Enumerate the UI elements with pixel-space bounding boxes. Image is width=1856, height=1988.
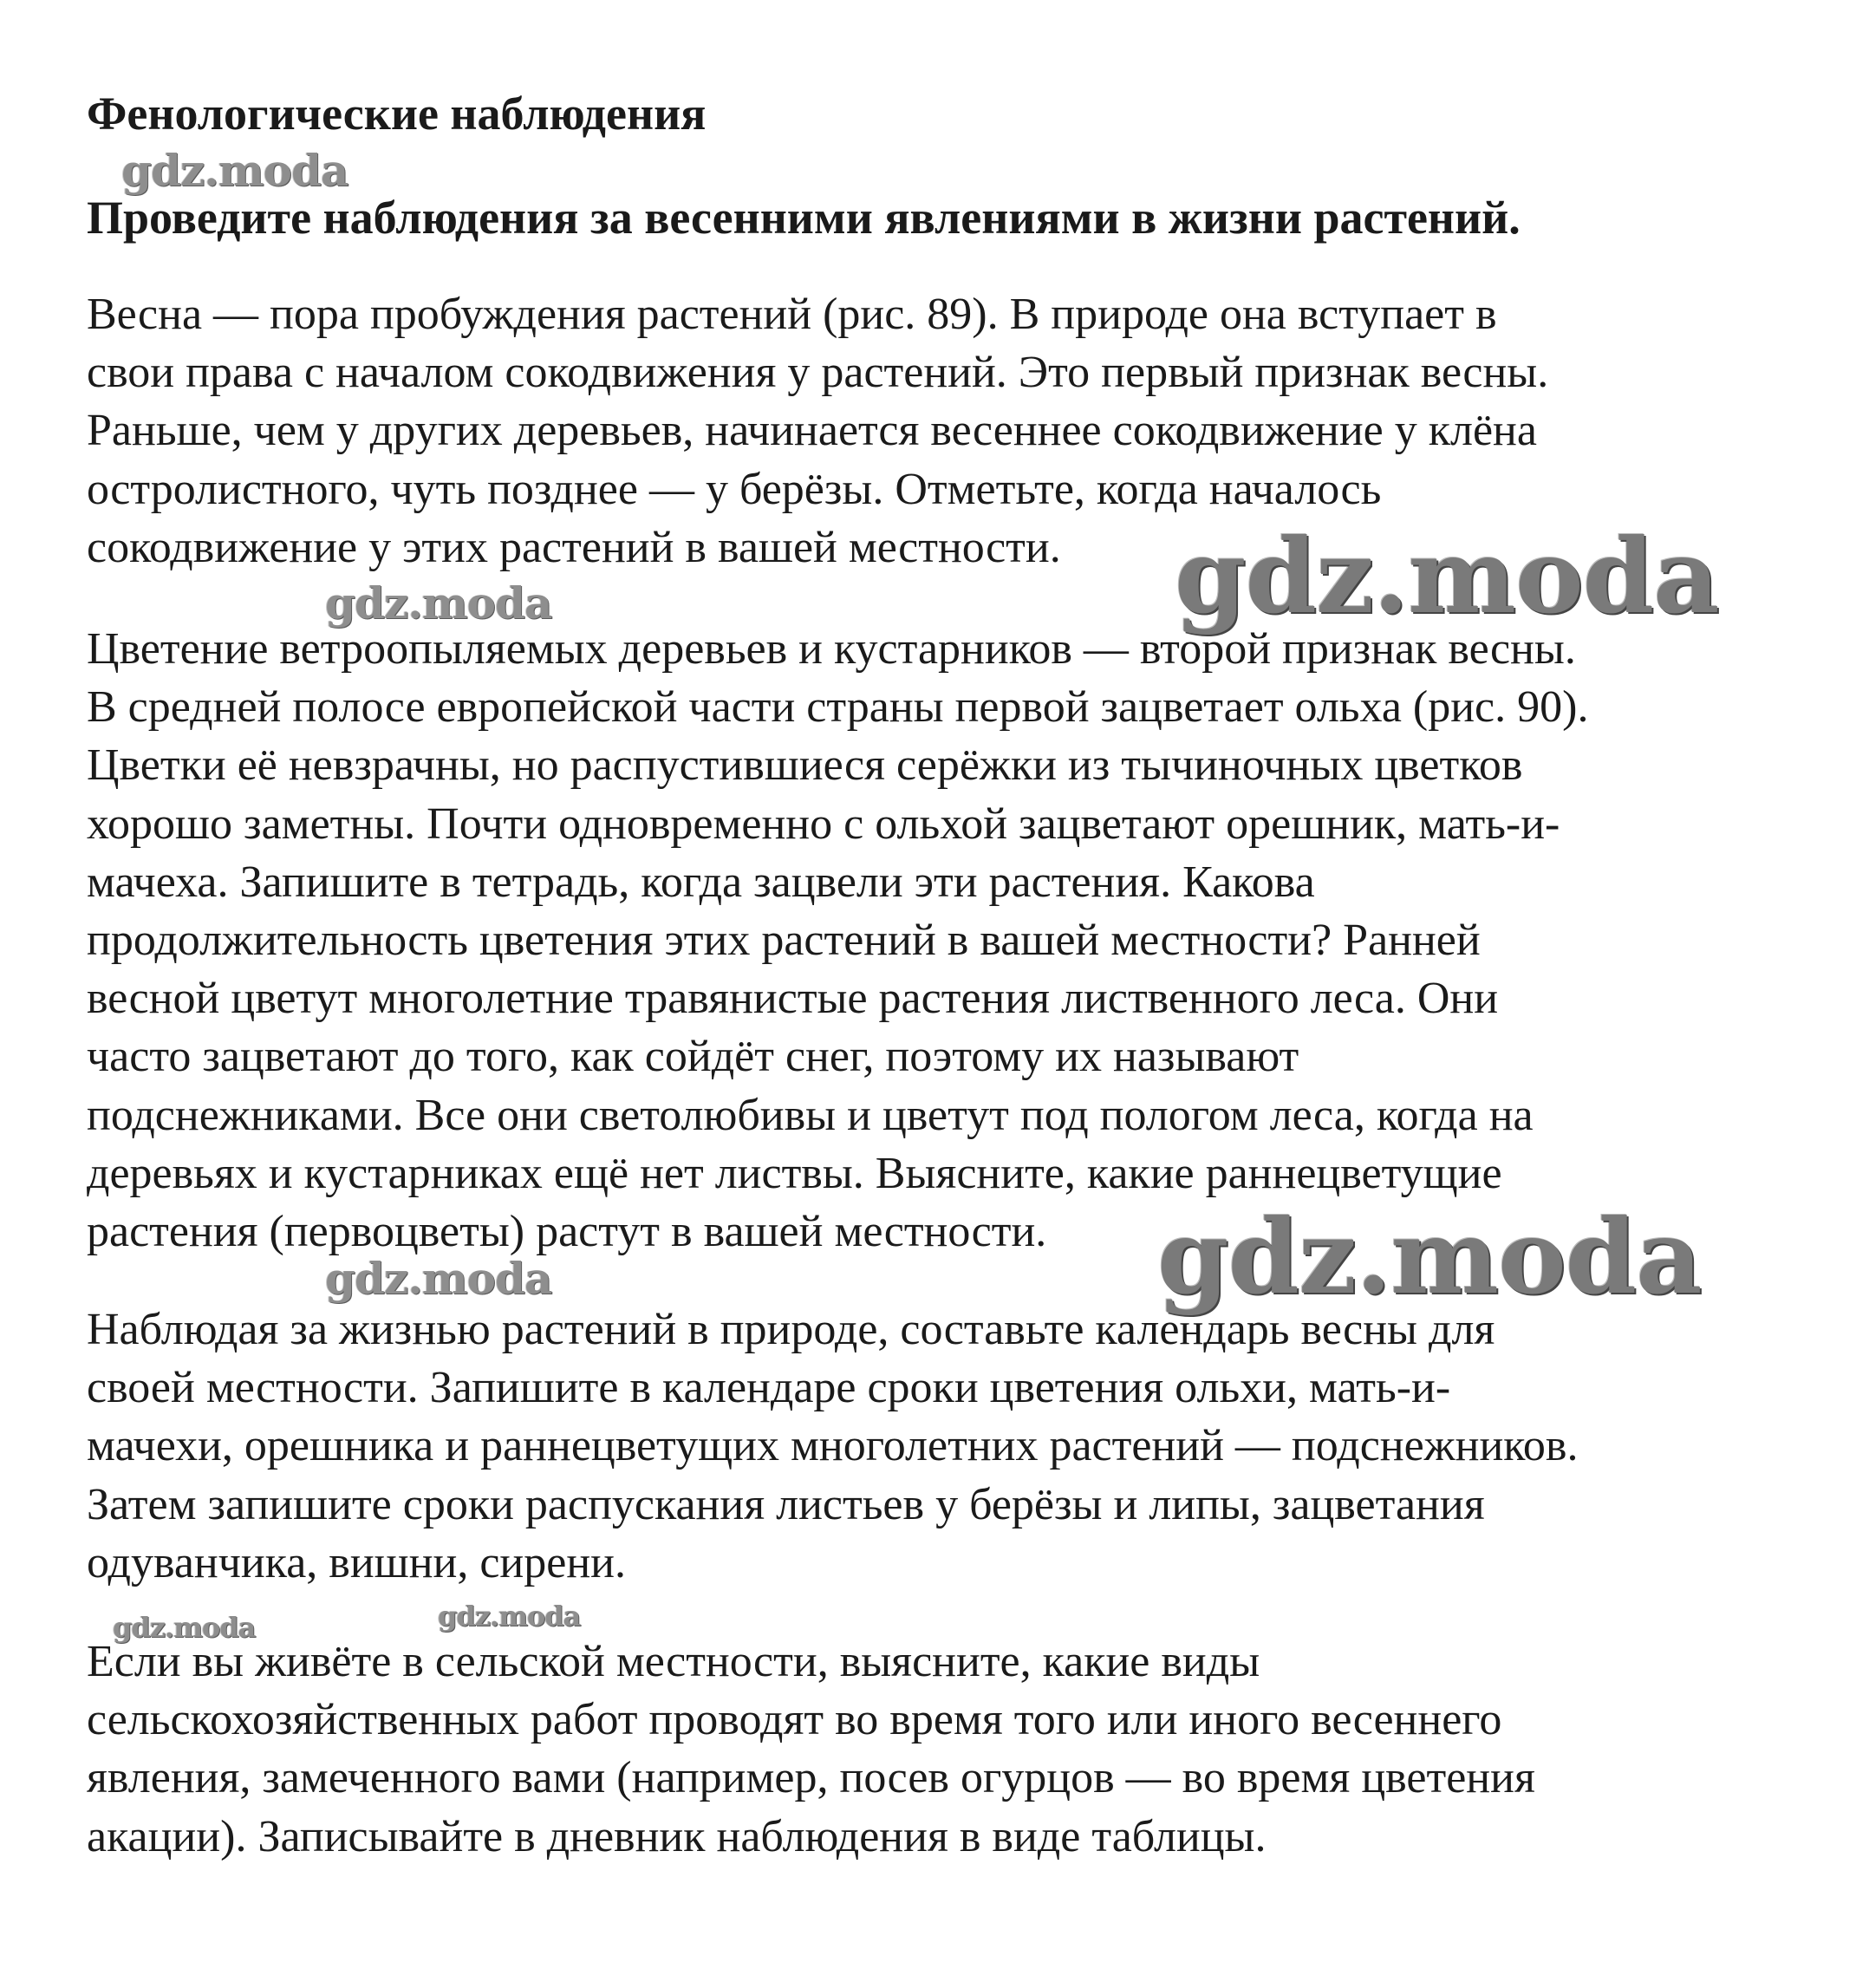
- text-line: сельскохозяйственных работ проводят во время того или иного весеннего: [87, 1695, 1502, 1745]
- watermark: gdz.moda: [1175, 516, 1719, 636]
- text-line: Весна — пора пробуждения растений (рис. 89). В природе она вступает в: [87, 290, 1497, 339]
- text-line: остролистного, чуть позднее — у берёзы. Отметьте, когда началось: [87, 464, 1382, 514]
- watermark: gdz.moda: [438, 1600, 581, 1633]
- text-line: мачехи, орешника и раннецветущих многолетних растений — подснежников.: [87, 1421, 1579, 1471]
- text-line: Если вы живёте в сельской местности, выясните, какие виды: [87, 1637, 1260, 1686]
- paragraph-calendar: [87, 1300, 1578, 1592]
- text-line: Цветки её невзрачны, но распустившиеся серёжки из тычиночных цветков: [87, 740, 1523, 791]
- text-line: продолжительность цветения этих растений в вашей местности? Ранней: [87, 916, 1481, 966]
- text-line: деревьях и кустарниках ещё нет листвы. Выясните, какие раннецветущие: [87, 1148, 1502, 1198]
- watermark: gdz.moda: [121, 145, 348, 196]
- text-line: одуванчика, вишни, сирени.: [87, 1537, 626, 1587]
- task-heading: Проведите наблюдения за весенними явлениями в жизни растений.: [87, 192, 1521, 244]
- paragraph-sap-flow: [87, 285, 1548, 577]
- text-line: мачеха. Запишите в тетрадь, когда зацвели эти растения. Какова: [87, 857, 1315, 907]
- text-line: растения (первоцветы) растут в вашей местности.: [87, 1207, 1047, 1257]
- text-line: подснежниками. Все они светолюбивы и цветут под пологом леса, когда на: [87, 1090, 1534, 1140]
- watermark: gdz.moda: [113, 1611, 256, 1644]
- paragraph-flowering: [87, 620, 1588, 1261]
- paragraph-agriculture: [87, 1633, 1535, 1866]
- text-line: Затем запишите сроки распускания листьев у берёзы и липы, зацветания: [87, 1479, 1485, 1529]
- text-line: явления, замеченного вами (например, посев огурцов — во время цветения: [87, 1753, 1535, 1803]
- text-line: Наблюдая за жизнью растений в природе, составьте календарь весны для: [87, 1305, 1495, 1354]
- watermark: gdz.moda: [325, 1253, 552, 1304]
- text-line: Раньше, чем у других деревьев, начинается весеннее сокодвижение у клёна: [87, 406, 1537, 456]
- watermark: gdz.moda: [325, 577, 552, 629]
- text-line: своей местности. Запишите в календаре сроки цветения ольхи, мать-и-: [87, 1363, 1451, 1413]
- text-line: сокодвижение у этих растений в вашей местности.: [87, 522, 1061, 572]
- text-line: часто зацветают до того, как сойдёт снег, поэтому их называют: [87, 1032, 1299, 1082]
- text-line: Цветение ветроопыляемых деревьев и кустарников — второй признак весны.: [87, 624, 1576, 674]
- text-line: акации). Записывайте в дневник наблюдения в виде таблицы.: [87, 1811, 1267, 1861]
- watermark: gdz.moda: [1157, 1196, 1702, 1317]
- text-line: свои права с началом сокодвижения у растений. Это первый признак весны.: [87, 348, 1549, 398]
- text-line: весной цветут многолетние травянистые растения лиственного леса. Они: [87, 974, 1499, 1024]
- text-line: хорошо заметны. Почти одновременно с ольхой зацветают орешник, мать-и-: [87, 798, 1560, 849]
- page-title: Фенологические наблюдения: [87, 88, 707, 140]
- text-line: В средней полосе европейской части страны первой зацветает ольха (рис. 90).: [87, 682, 1589, 733]
